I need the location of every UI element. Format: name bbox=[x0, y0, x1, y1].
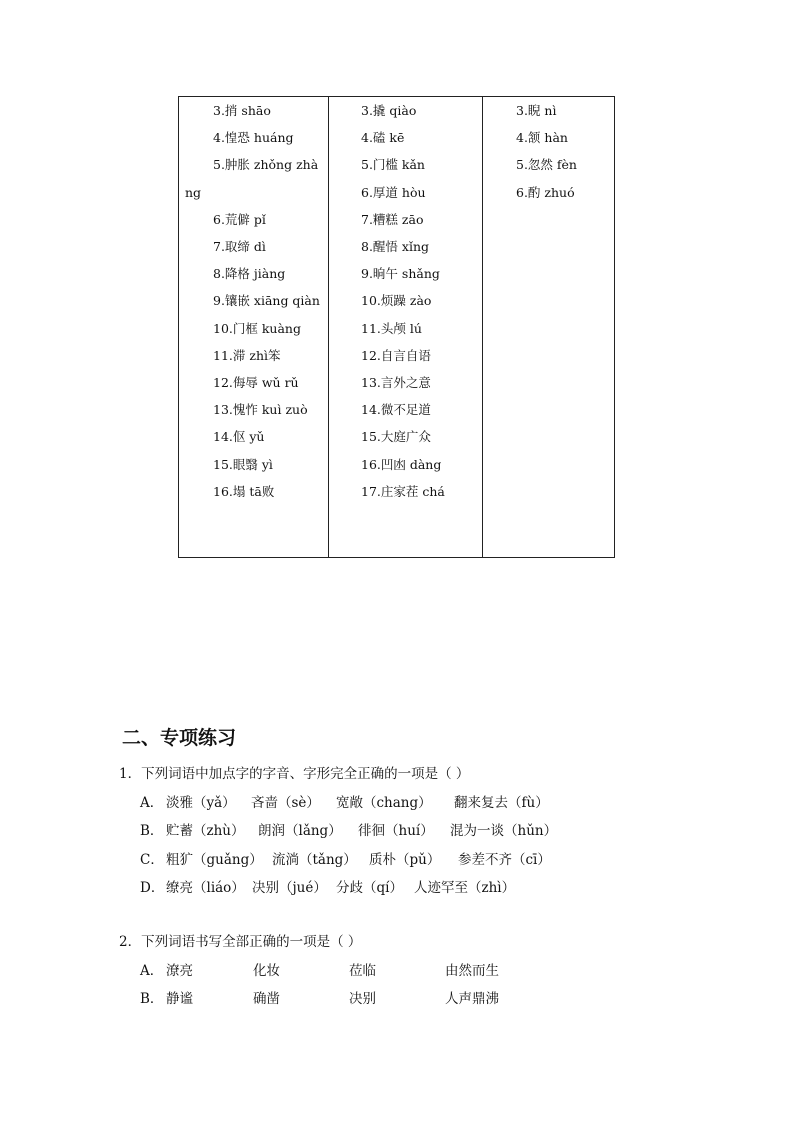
option-word: 静谧 bbox=[166, 991, 193, 1007]
vocab-entry: 12.自言自语 bbox=[361, 347, 431, 363]
vocab-entry: 7.取缔 dì bbox=[213, 239, 266, 255]
question-2-stem: 2．下列词语书写全部正确的一项是（ ） bbox=[119, 934, 362, 950]
option-word: 缭亮（liáo） bbox=[166, 880, 245, 896]
vocab-entry: 3.睨 nì bbox=[516, 103, 557, 118]
option-letter: B． bbox=[140, 823, 164, 839]
option-letter: C． bbox=[140, 852, 164, 868]
option-letter: A． bbox=[140, 963, 164, 979]
option-word: 人迹罕至（zhì） bbox=[414, 880, 516, 896]
question-1-stem: 1．下列词语中加点字的字音、字形完全正确的一项是（ ） bbox=[119, 766, 470, 782]
question-1-option-c[interactable] bbox=[140, 850, 551, 870]
option-word: 徘徊（huí） bbox=[358, 823, 434, 839]
vocab-entry: 13.愧怍 kuì zuò bbox=[213, 402, 308, 418]
option-word: 化妆 bbox=[253, 963, 280, 979]
vocab-entry: 11.头颅 lú bbox=[361, 320, 422, 336]
vocab-entry: 12.侮辱 wǔ rǔ bbox=[213, 375, 299, 391]
vocab-column-3 bbox=[482, 97, 616, 206]
question-1-option-a[interactable] bbox=[140, 793, 549, 813]
vocab-entry: 16.塌 tā败 bbox=[213, 483, 275, 499]
option-word: 人声鼎沸 bbox=[445, 991, 499, 1007]
vocab-entry: 9.镶嵌 xiāng qiàn bbox=[213, 293, 320, 309]
vocab-entry: 10.门框 kuàng bbox=[213, 320, 301, 336]
option-word: 宽敞（chang） bbox=[336, 795, 432, 811]
vocab-entry: 5.忽然 fèn bbox=[516, 157, 577, 173]
vocab-entry: 8.醒悟 xǐng bbox=[361, 239, 429, 255]
vocab-entry: 5.门槛 kǎn bbox=[361, 157, 425, 173]
option-word: 粗犷（guǎng） bbox=[166, 852, 263, 868]
option-word: 参差不齐（cī） bbox=[458, 852, 551, 868]
option-word: 质朴（pǔ） bbox=[369, 852, 441, 868]
question-1-option-b[interactable] bbox=[140, 821, 557, 841]
vocab-entry: 9.晌午 shǎng bbox=[361, 266, 440, 282]
option-word: 翻来复去（fù） bbox=[454, 795, 549, 811]
option-letter: D． bbox=[140, 880, 165, 896]
vocab-entry: 6.荒僻 pǐ bbox=[213, 211, 266, 227]
section-title: 二、专项练习 bbox=[122, 727, 237, 749]
vocab-entry: 6.酌 zhuó bbox=[516, 184, 575, 200]
vocab-entry: 8.降格 jiàng bbox=[213, 266, 286, 282]
vocab-column-1 bbox=[179, 97, 328, 505]
vocab-entry: 17.庄家茬 chá bbox=[361, 483, 445, 499]
option-word: 贮蓄（zhù） bbox=[166, 823, 245, 839]
vocab-entry: 15.眼翳 yì bbox=[213, 456, 273, 472]
option-letter: A． bbox=[140, 795, 164, 811]
vocab-column-2 bbox=[328, 97, 482, 505]
option-word: 混为一谈（hǔn） bbox=[450, 823, 558, 839]
vocab-entry: 4.惶恐 huáng bbox=[213, 130, 294, 146]
vocab-entry: 5.肿胀 zhǒng zhàng bbox=[185, 157, 319, 200]
question-1-option-d[interactable] bbox=[140, 878, 515, 898]
option-word: 吝啬（sè） bbox=[251, 795, 320, 811]
option-word: 决别 bbox=[349, 991, 376, 1007]
option-word: 确凿 bbox=[253, 991, 280, 1007]
vocab-entry: 11.滞 zhì笨 bbox=[213, 347, 281, 363]
vocab-entry: 6.厚道 hòu bbox=[361, 184, 426, 200]
question-2-option-a[interactable] bbox=[140, 961, 541, 981]
vocab-entry: 14.微不足道 bbox=[361, 402, 431, 418]
question-2-option-b[interactable] bbox=[140, 989, 541, 1009]
option-word: 朗润（lǎng） bbox=[258, 823, 342, 839]
option-word: 由然而生 bbox=[445, 963, 499, 979]
vocab-entry: 4.磕 kē bbox=[361, 130, 405, 146]
option-word: 分歧（qí） bbox=[336, 880, 403, 896]
option-word: 淡雅（yǎ） bbox=[166, 795, 236, 811]
vocab-entry: 13.言外之意 bbox=[361, 375, 431, 391]
vocab-entry: 16.凹凼 dàng bbox=[361, 456, 442, 472]
option-word: 莅临 bbox=[349, 963, 376, 979]
vocab-entry: 10.烦躁 zào bbox=[361, 293, 432, 309]
vocab-table bbox=[178, 96, 615, 558]
vocab-entry: 14.伛 yǔ bbox=[213, 429, 265, 445]
vocab-entry: 3.捎 shāo bbox=[213, 103, 271, 118]
option-word: 流淌（tǎng） bbox=[272, 852, 357, 868]
vocab-entry: 4.颔 hàn bbox=[516, 130, 568, 146]
vocab-entry: 15.大庭广众 bbox=[361, 429, 431, 445]
vocab-entry: 7.糟糕 zāo bbox=[361, 211, 424, 227]
option-word: 决别（jué） bbox=[252, 880, 327, 896]
option-letter: B． bbox=[140, 991, 164, 1007]
option-word: 潦亮 bbox=[166, 963, 193, 979]
vocab-entry: 3.撬 qiào bbox=[361, 103, 417, 118]
